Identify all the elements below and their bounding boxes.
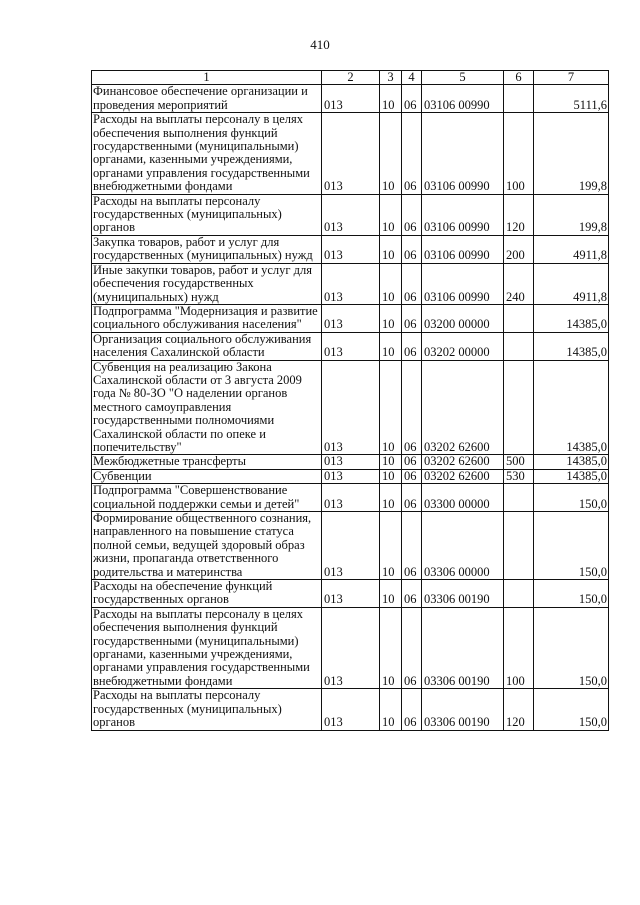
cell-amount: 14385,0: [534, 304, 609, 332]
row-name: Расходы на выплаты персоналу государственных (муниципальных) органов: [92, 689, 322, 730]
cell-amount: 150,0: [534, 512, 609, 580]
table-row: [92, 304, 609, 332]
cell-expense-type: 120: [504, 689, 534, 730]
cell-amount: 14385,0: [534, 360, 609, 455]
cell-target-article: 03106 00990: [422, 235, 504, 263]
cell-code: 013: [322, 113, 380, 194]
cell-subsection: 06: [402, 85, 422, 113]
cell-section: 10: [380, 113, 402, 194]
row-name: Подпрограмма "Модернизация и развитие социального обслуживания населения": [92, 304, 322, 332]
cell-subsection: 06: [402, 304, 422, 332]
cell-expense-type: 100: [504, 113, 534, 194]
table-row: [92, 689, 609, 730]
cell-amount: 199,8: [534, 194, 609, 235]
table-row: [92, 360, 609, 455]
cell-target-article: 03300 00000: [422, 484, 504, 512]
cell-subsection: 06: [402, 360, 422, 455]
cell-code: 013: [322, 607, 380, 688]
column-header: 2: [322, 71, 380, 85]
page-number: 410: [310, 37, 330, 52]
cell-target-article: 03306 00190: [422, 607, 504, 688]
row-name: Субвенция на реализацию Закона Сахалинской области от 3 августа 2009 года № 80-ЗО "О наделении органов местного самоуправления государственными полномочиями Сахалинской области по опеке и попечительству": [92, 360, 322, 455]
cell-amount: 199,8: [534, 113, 609, 194]
cell-expense-type: [504, 360, 534, 455]
table-row: [92, 580, 609, 608]
cell-target-article: 03202 62600: [422, 455, 504, 469]
cell-subsection: 06: [402, 332, 422, 360]
cell-section: 10: [380, 689, 402, 730]
cell-target-article: 03106 00990: [422, 113, 504, 194]
cell-code: 013: [322, 235, 380, 263]
cell-expense-type: 500: [504, 455, 534, 469]
column-header: 5: [422, 71, 504, 85]
cell-expense-type: [504, 512, 534, 580]
cell-target-article: 03106 00990: [422, 85, 504, 113]
row-name: Закупка товаров, работ и услуг для государственных (муниципальных) нужд: [92, 235, 322, 263]
cell-subsection: 06: [402, 689, 422, 730]
cell-code: 013: [322, 580, 380, 608]
cell-expense-type: 120: [504, 194, 534, 235]
cell-amount: 4911,8: [534, 263, 609, 304]
cell-section: 10: [380, 194, 402, 235]
cell-section: 10: [380, 235, 402, 263]
cell-section: 10: [380, 469, 402, 483]
cell-amount: 14385,0: [534, 455, 609, 469]
cell-amount: 150,0: [534, 689, 609, 730]
cell-section: 10: [380, 263, 402, 304]
cell-target-article: 03306 00190: [422, 689, 504, 730]
cell-target-article: 03106 00990: [422, 263, 504, 304]
column-header: 1: [92, 71, 322, 85]
cell-code: 013: [322, 689, 380, 730]
cell-amount: 4911,8: [534, 235, 609, 263]
table-row: [92, 113, 609, 194]
cell-expense-type: [504, 304, 534, 332]
cell-code: 013: [322, 484, 380, 512]
table-row: [92, 235, 609, 263]
table-row: [92, 194, 609, 235]
row-name: Расходы на выплаты персоналу в целях обеспечения выполнения функций государственными (муниципальными) органами, казенными учреждениями, органами управления государственными внебюджетными фондами: [92, 607, 322, 688]
cell-expense-type: 100: [504, 607, 534, 688]
cell-target-article: 03202 62600: [422, 469, 504, 483]
cell-target-article: 03106 00990: [422, 194, 504, 235]
cell-amount: 150,0: [534, 580, 609, 608]
cell-section: 10: [380, 580, 402, 608]
row-name: Расходы на выплаты персоналу в целях обеспечения выполнения функций государственными (муниципальными) органами, казенными учреждениями, органами управления государственными внебюджетными фондами: [92, 113, 322, 194]
cell-target-article: 03306 00000: [422, 512, 504, 580]
cell-subsection: 06: [402, 469, 422, 483]
table-row: [92, 85, 609, 113]
cell-code: 013: [322, 332, 380, 360]
cell-subsection: 06: [402, 484, 422, 512]
cell-section: 10: [380, 484, 402, 512]
cell-code: 013: [322, 263, 380, 304]
cell-expense-type: [504, 580, 534, 608]
column-header: 3: [380, 71, 402, 85]
column-header: 4: [402, 71, 422, 85]
cell-target-article: 03306 00190: [422, 580, 504, 608]
cell-target-article: 03200 00000: [422, 304, 504, 332]
cell-amount: 5111,6: [534, 85, 609, 113]
cell-subsection: 06: [402, 235, 422, 263]
cell-subsection: 06: [402, 607, 422, 688]
budget-table: [91, 70, 609, 731]
row-name: Расходы на выплаты персоналу государственных (муниципальных) органов: [92, 194, 322, 235]
row-name: Иные закупки товаров, работ и услуг для обеспечения государственных (муниципальных) нужд: [92, 263, 322, 304]
cell-section: 10: [380, 304, 402, 332]
cell-code: 013: [322, 512, 380, 580]
header-row: [92, 71, 609, 85]
cell-code: 013: [322, 194, 380, 235]
table-row: [92, 512, 609, 580]
cell-section: 10: [380, 455, 402, 469]
cell-subsection: 06: [402, 263, 422, 304]
cell-code: 013: [322, 304, 380, 332]
row-name: Расходы на обеспечение функций государственных органов: [92, 580, 322, 608]
cell-expense-type: [504, 85, 534, 113]
row-name: Субвенции: [92, 469, 322, 483]
cell-section: 10: [380, 607, 402, 688]
cell-section: 10: [380, 85, 402, 113]
cell-section: 10: [380, 360, 402, 455]
table-row: [92, 469, 609, 483]
column-header: 7: [534, 71, 609, 85]
row-name: Организация социального обслуживания населения Сахалинской области: [92, 332, 322, 360]
cell-subsection: 06: [402, 194, 422, 235]
row-name: Межбюджетные трансферты: [92, 455, 322, 469]
cell-section: 10: [380, 512, 402, 580]
column-header: 6: [504, 71, 534, 85]
cell-code: 013: [322, 360, 380, 455]
cell-amount: 150,0: [534, 484, 609, 512]
cell-amount: 14385,0: [534, 469, 609, 483]
table-row: [92, 332, 609, 360]
table-row: [92, 484, 609, 512]
row-name: Формирование общественного сознания, направленного на повышение статуса полной семьи, ведущей здоровый образ жизни, пропаганда ответственного родительства и материнства: [92, 512, 322, 580]
cell-expense-type: [504, 484, 534, 512]
table-row: [92, 455, 609, 469]
cell-code: 013: [322, 85, 380, 113]
cell-expense-type: [504, 332, 534, 360]
row-name: Подпрограмма "Совершенствование социальной поддержки семьи и детей": [92, 484, 322, 512]
cell-code: 013: [322, 455, 380, 469]
cell-expense-type: 240: [504, 263, 534, 304]
cell-amount: 14385,0: [534, 332, 609, 360]
cell-subsection: 06: [402, 455, 422, 469]
cell-expense-type: 200: [504, 235, 534, 263]
cell-code: 013: [322, 469, 380, 483]
cell-subsection: 06: [402, 580, 422, 608]
table-row: [92, 607, 609, 688]
row-name: Финансовое обеспечение организации и проведения мероприятий: [92, 85, 322, 113]
cell-target-article: 03202 62600: [422, 360, 504, 455]
table-row: [92, 263, 609, 304]
cell-subsection: 06: [402, 512, 422, 580]
cell-target-article: 03202 00000: [422, 332, 504, 360]
cell-section: 10: [380, 332, 402, 360]
cell-amount: 150,0: [534, 607, 609, 688]
cell-expense-type: 530: [504, 469, 534, 483]
cell-subsection: 06: [402, 113, 422, 194]
